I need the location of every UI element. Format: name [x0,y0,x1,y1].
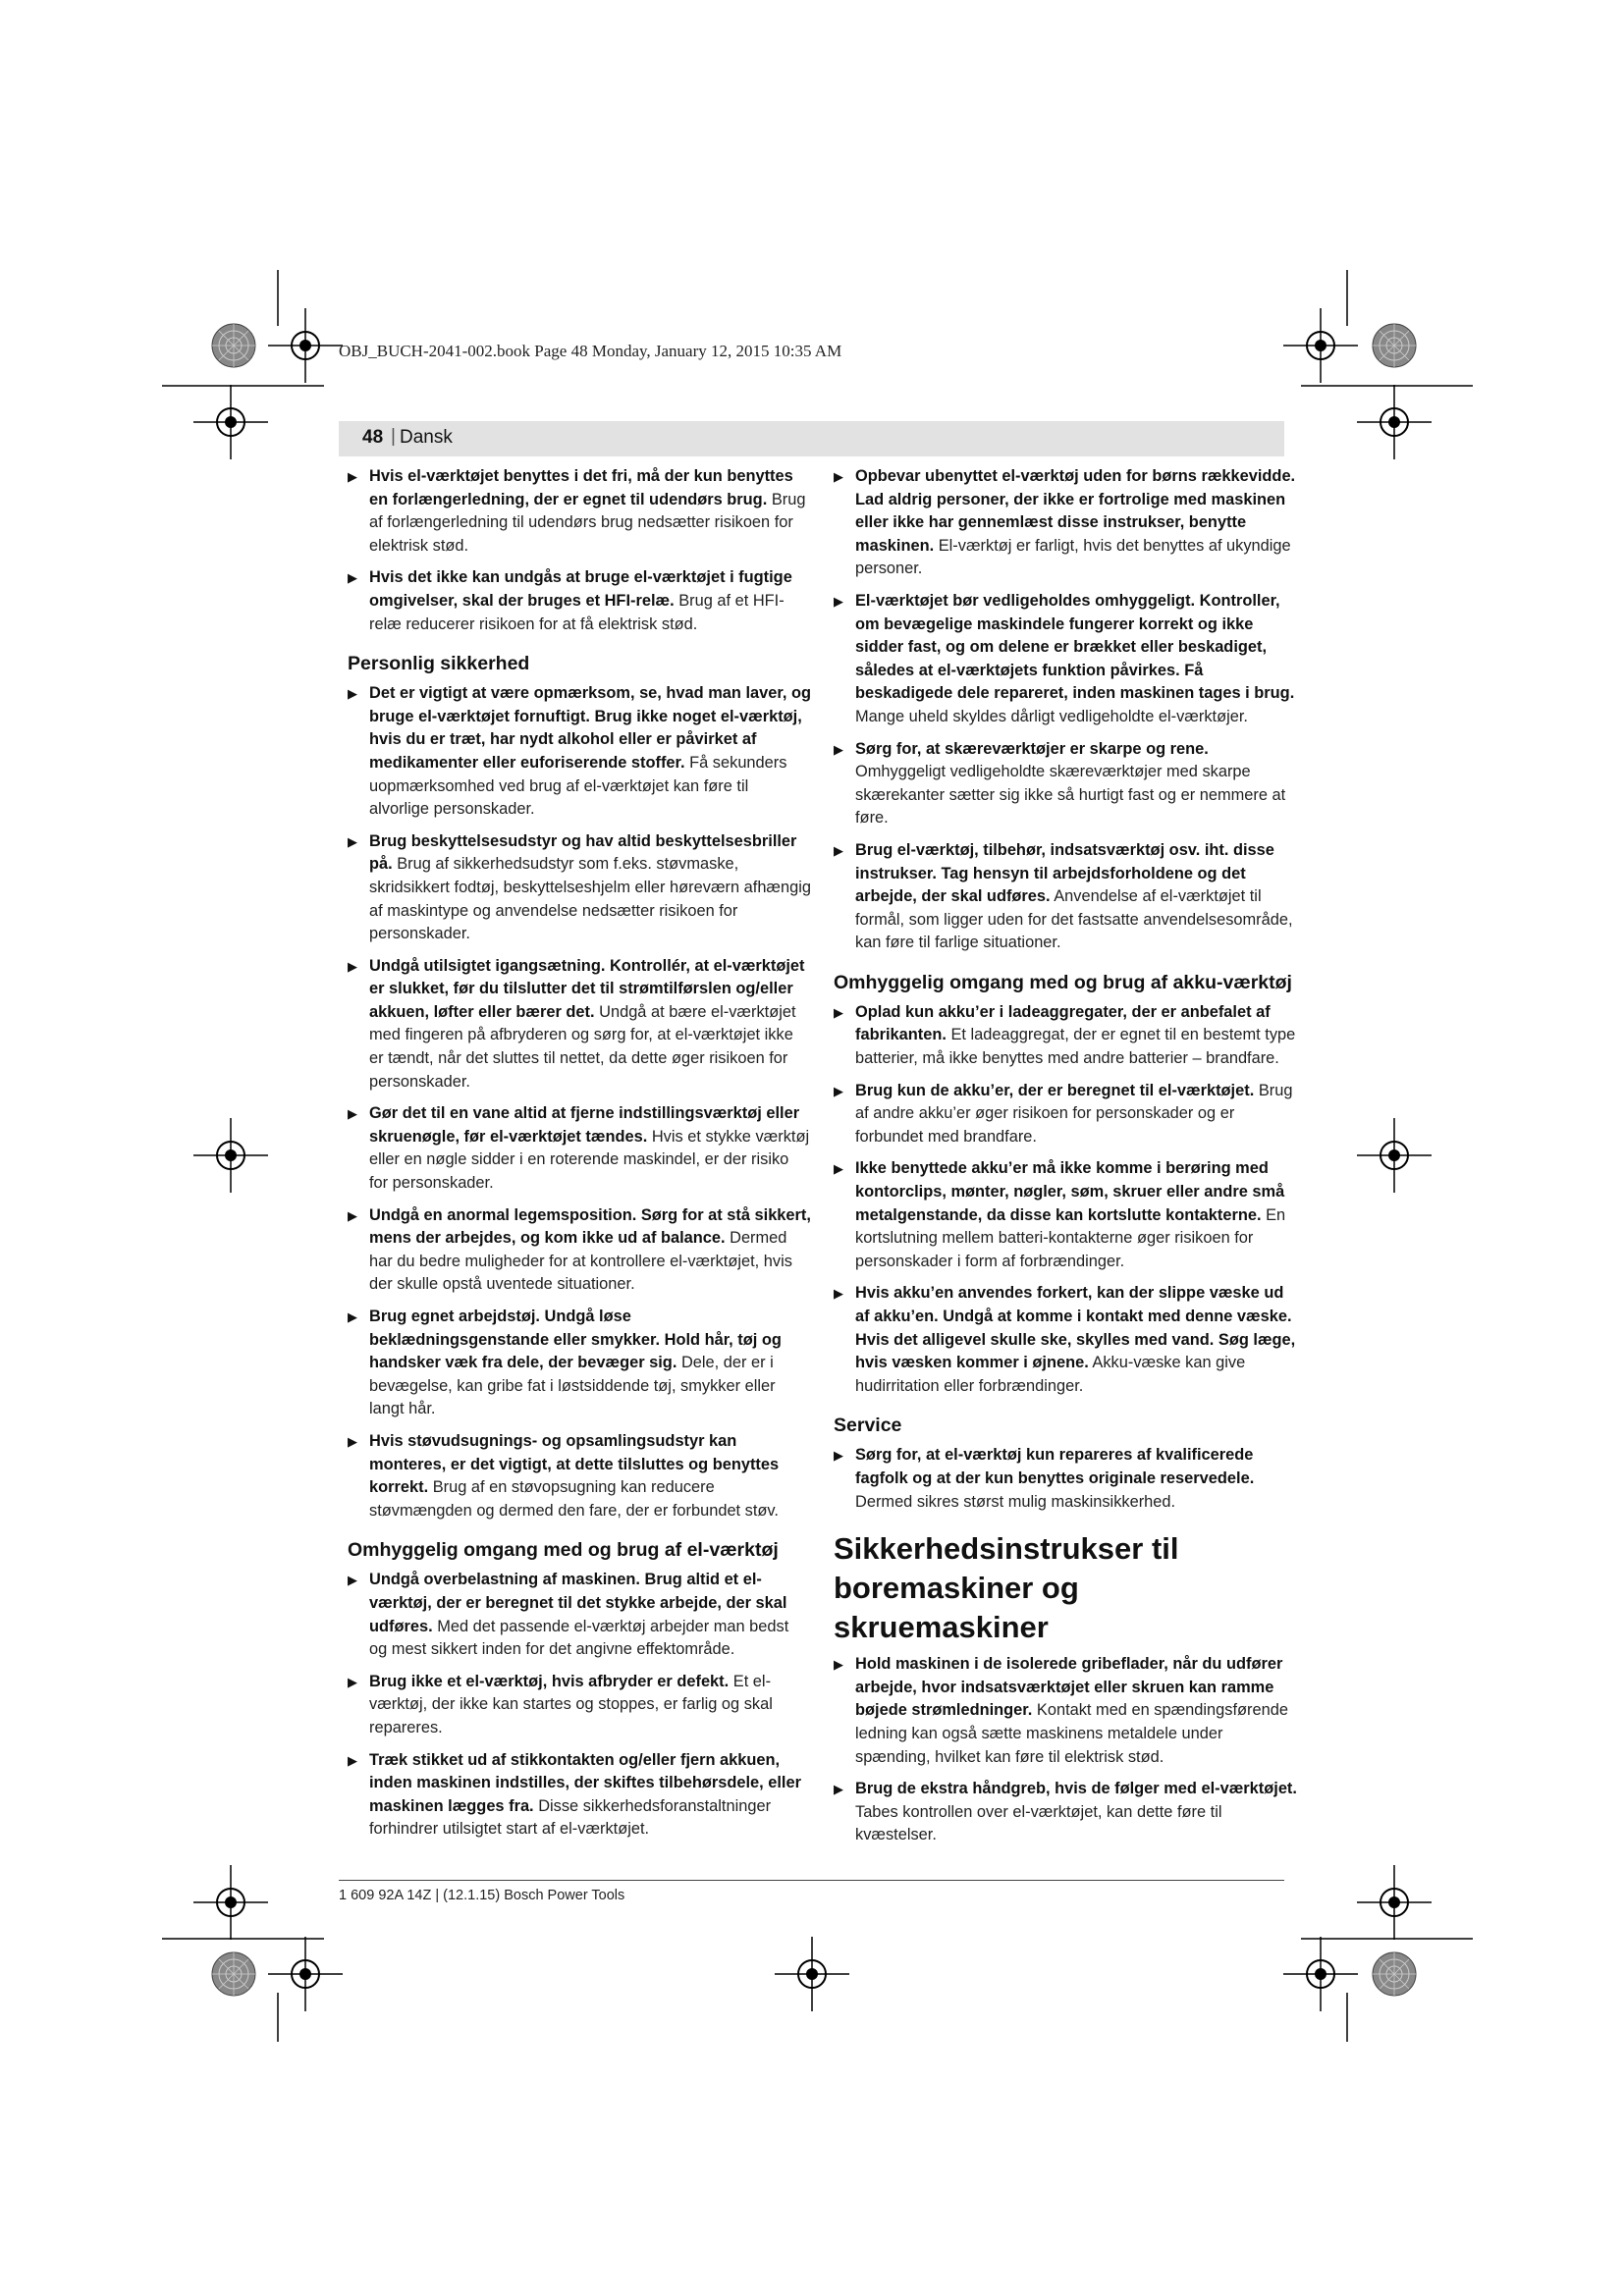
instruction-lead: Opbevar ubenyttet el-værktøj uden for børns rækkevidde. Lad aldrig personer, der ikke er fortrolige med maskinen eller ikke har gennemlæst disse instrukser, benytte maskinen. [855,467,1296,555]
instruction-detail: Brug af en støvopsugning kan reducere støvmængden og dermed den fare, der er forbundet støv. [369,1478,779,1520]
safety-instruction [348,682,811,822]
instruction-detail: Hvis et stykke værktøj eller en nøgle sidder i en roterende maskindel, er der risiko for personskader. [369,1127,810,1193]
instruction-detail: En kortslutning mellem batteri-kontakterne øger risikoen for personskader i form af forbrændinger. [855,1205,1286,1270]
running-header [339,421,1284,456]
chapter-heading: Sikkerhedsinstrukser til boremaskiner og skruemaskiner [834,1531,1179,1645]
instruction-lead: Ikke benyttede akku’er må ikke komme i berøring med kontorclips, mønter, nøgler, søm, skruer eller andre små metalgenstande, da disse kan kortslutte kontakterne. [855,1159,1285,1224]
bullet-arrow-icon: ▶ [834,1161,843,1177]
section-heading: Service [834,1415,902,1437]
safety-instruction [348,1749,811,1842]
instruction-lead: Hold maskinen i de isolerede gribeflader, når du udfører arbejde, hvor indsatsværktøjet eller skruen kan ramme bøjede strømledninger. [855,1655,1283,1720]
safety-instruction [348,1569,811,1661]
section-heading: Personlig sikkerhed [348,653,530,675]
instruction-detail: Et el-værktøj, der ikke kan startes og stoppes, er farlig og skal repareres. [369,1672,773,1736]
instruction-detail: Et ladeaggregat, der er egnet til en bestemt type batterier, må ikke benyttes med andre batterier – brandfare. [855,1026,1296,1068]
instruction-detail: Dermed har du bedre muligheder for at kontrollere el-værktøjet, hvis der skulle opstå uventede situationer. [369,1229,792,1294]
instruction-lead: El-værktøjet bør vedligeholdes omhyggeligt. Kontroller, om bevægelige maskindele fungerer korrekt og ikke sidder fast, og om delene er brækket eller beskadiget, således at el-værktøjets funktion påvirkes. Få beskadigede dele repareret, inden maskinen tages i brug. [855,591,1295,703]
instruction-detail: Med det passende el-værktøj arbejder man bedst og mest sikkert inden for det angivne effektområde. [369,1617,789,1659]
safety-instruction [348,830,811,946]
instruction-detail: Brug af andre akku’er øger risikoen for personskader og er forbundet med brandfare. [855,1081,1293,1146]
bullet-arrow-icon: ▶ [834,842,843,858]
bullet-arrow-icon: ▶ [834,1782,843,1797]
instruction-lead: Hvis el-værktøjet benyttes i det fri, må der kun benyttes en forlængerledning, der er egnet til udendørs brug. [369,467,793,508]
header-separator: | [391,426,396,447]
safety-instruction [348,1204,811,1297]
instruction-lead: Brug el-værktøj, tilbehør, indsatsværktøj osv. iht. disse instrukser. Tag hensyn til arbejdsforholdene og det arbejde, der skal udføres. [855,840,1274,906]
safety-instruction [834,1157,1297,1273]
instruction-detail: Dele, der er i bevægelse, kan gribe fat i løstsiddende tøj, smykker eller langt hår. [369,1354,776,1418]
instruction-detail: El-værktøj er farligt, hvis det benyttes af ukyndige personer. [855,536,1291,578]
instruction-detail: Kontakt med en spændingsførende ledning kan også sætte maskinens metaldele under spænding, hvilket kan føre til elektrisk stød. [855,1701,1288,1766]
safety-instruction [834,465,1297,581]
bullet-arrow-icon: ▶ [348,1752,357,1768]
safety-instruction [348,1430,811,1522]
section-heading: Omhyggelig omgang med og brug af el-værktøj [348,1539,779,1562]
instruction-detail: Tabes kontrollen over el-værktøjet, kan dette føre til kvæstelser. [855,1802,1222,1844]
footer-rule [339,1880,1284,1881]
safety-instruction [834,839,1297,955]
instruction-detail: Akku-væske kan give hudirritation eller forbrændinger. [855,1354,1246,1395]
instruction-detail: Undgå at bære el-værktøjet med fingeren på afbryderen og sørg for, at el-værktøjet ikke er tændt, når det sluttes til nettet, da dette øger risikoen for personskader. [369,1002,796,1091]
safety-instruction [834,1001,1297,1071]
instruction-lead: Brug kun de akku’er, der er beregnet til el-værktøjet. [855,1081,1255,1099]
safety-instruction [834,590,1297,729]
safety-instruction [348,1671,811,1740]
bullet-arrow-icon: ▶ [834,1004,843,1020]
left-column [348,465,811,1850]
instruction-lead: Træk stikket ud af stikkontakten og/eller fjern akkuen, inden maskinen indstilles, der skiftes tilbehørsdele, eller maskinen lægges fra. [369,1750,801,1815]
instruction-detail: Brug af et HFI-relæ reducerer risikoen for at få elektrisk stød. [369,591,785,633]
instruction-lead: Brug beskyttelsesudstyr og hav altid beskyttelsesbriller på. [369,831,797,874]
page-number: 48 [362,427,384,448]
safety-instruction [834,1778,1297,1847]
bullet-arrow-icon: ▶ [348,958,357,974]
instruction-lead: Brug ikke et el-værktøj, hvis afbryder er defekt. [369,1672,730,1690]
instruction-lead: Undgå en anormal legemsposition. Sørg for at stå sikkert, mens der arbejdes, og kom ikke ud af balance. [369,1205,811,1248]
instruction-detail: Dermed sikres størst mulig maskinsikkerhed. [855,1492,1176,1511]
instruction-lead: Sørg for, at skæreværktøjer er skarpe og rene. [855,739,1209,758]
safety-instruction [834,738,1297,830]
instruction-lead: Hvis støvudsugnings- og opsamlingsudstyr kan monteres, er det vigtigt, at dette tilsluttes og benyttes korrekt. [369,1431,780,1497]
safety-instruction [348,1306,811,1421]
instruction-lead: Gør det til en vane altid at fjerne indstillingsværktøj eller skruenøgle, før el-værktøjet tændes. [369,1104,800,1146]
page-footer: 1 609 92A 14Z | (12.1.15) Bosch Power Tools [339,1888,625,1903]
bullet-arrow-icon: ▶ [834,593,843,609]
bullet-arrow-icon: ▶ [348,1573,357,1588]
instruction-detail: Disse sikkerhedsforanstaltninger forhindrer utilsigtet start af el-værktøjet. [369,1796,772,1839]
safety-instruction [834,1444,1297,1514]
instruction-lead: Oplad kun akku’er i ladeaggregater, der er anbefalet af fabrikanten. [855,1002,1271,1044]
instruction-lead: Undgå overbelastning af maskinen. Brug altid et el-værktøj, der er beregnet til det stykke arbejde, der skal udføres. [369,1571,787,1635]
instruction-lead: Undgå utilsigtet igangsætning. Kontrollér, at el-værktøjet er slukket, før du tilslutter det til strømtilførslen og/eller akkuen, løfter eller bærer det. [369,956,805,1021]
section-heading: Omhyggelig omgang med og brug af akku-værktøj [834,971,1292,993]
instruction-lead: Sørg for, at el-værktøj kun repareres af kvalificerede fagfolk og at der kun benyttes originale reservedele. [855,1446,1255,1487]
bullet-arrow-icon: ▶ [348,1309,357,1324]
instruction-detail: Brug af sikkerhedsudstyr som f.eks. støvmaske, skridsikkert fodtøj, beskyttelseshjelm eller høreværn afhængig af maskintype og anvendelse nedsætter risikoen for personskader. [369,855,811,943]
bullet-arrow-icon: ▶ [834,1083,843,1098]
instruction-detail: Få sekunders uopmærksomhed ved brug af el-værktøjet kan føre til alvorlige personskader. [369,753,787,819]
instruction-lead: Hvis akku’en anvendes forkert, kan der slippe væske ud af akku’en. Undgå at komme i kontakt med denne væske. Hvis det alligevel skulle ske, skylles med vand. Søg læge, hvis væsken kommer i øjnene. [855,1284,1296,1372]
bullet-arrow-icon: ▶ [834,1657,843,1673]
bullet-arrow-icon: ▶ [348,1674,357,1689]
instruction-lead: Brug egnet arbejdstøj. Undgå løse beklædningsgenstande eller smykker. Hold hår, tøj og handsker væk fra dele, der bevæger sig. [369,1308,782,1372]
safety-instruction [834,1653,1297,1769]
safety-instruction [348,955,811,1095]
safety-instruction [348,1102,811,1195]
instruction-detail: Mange uheld skyldes dårligt vedligeholdte el-værktøjer. [855,707,1248,725]
bullet-arrow-icon: ▶ [348,1106,357,1122]
bullet-arrow-icon: ▶ [834,1286,843,1302]
instruction-detail: Brug af forlængerledning til udendørs brug nedsætter risikoen for elektrisk stød. [369,490,806,555]
instruction-detail: Omhyggeligt vedligeholdte skæreværktøjer med skarpe skærekanter sætter sig ikke så hurtigt fast og er nemmere at føre. [855,763,1286,828]
instruction-lead: Det er vigtigt at være opmærksom, se, hvad man laver, og bruge el-værktøjet fornuftigt. Brug ikke noget el-værktøj, hvis du er træt, har nydt alkohol eller er påvirket af medikamenter eller euforiserende stoffer. [369,684,811,772]
safety-instruction [834,1080,1297,1149]
bullet-arrow-icon: ▶ [348,833,357,849]
safety-instruction [348,465,811,558]
bullet-arrow-icon: ▶ [348,686,357,702]
instruction-lead: Brug de ekstra håndgreb, hvis de følger med el-værktøjet. [855,1780,1297,1798]
bullet-arrow-icon: ▶ [348,469,357,484]
bullet-arrow-icon: ▶ [348,1433,357,1449]
instruction-lead: Hvis det ikke kan undgås at bruge el-værktøjet i fugtige omgivelser, skal der bruges et HFI-relæ. [369,568,792,610]
bullet-arrow-icon: ▶ [834,1448,843,1464]
safety-instruction [834,1282,1297,1398]
bullet-arrow-icon: ▶ [348,570,357,586]
right-column [834,465,1297,1856]
header-language: Dansk [400,427,453,448]
print-header: OBJ_BUCH-2041-002.book Page 48 Monday, January 12, 2015 10:35 AM [339,342,842,360]
bullet-arrow-icon: ▶ [348,1207,357,1223]
instruction-detail: Anvendelse af el-værktøjet til formål, som ligger uden for det fastsatte anvendelsesområde, kan føre til farlige situationer. [855,887,1293,952]
bullet-arrow-icon: ▶ [834,469,843,484]
safety-instruction [348,566,811,636]
bullet-arrow-icon: ▶ [834,741,843,757]
